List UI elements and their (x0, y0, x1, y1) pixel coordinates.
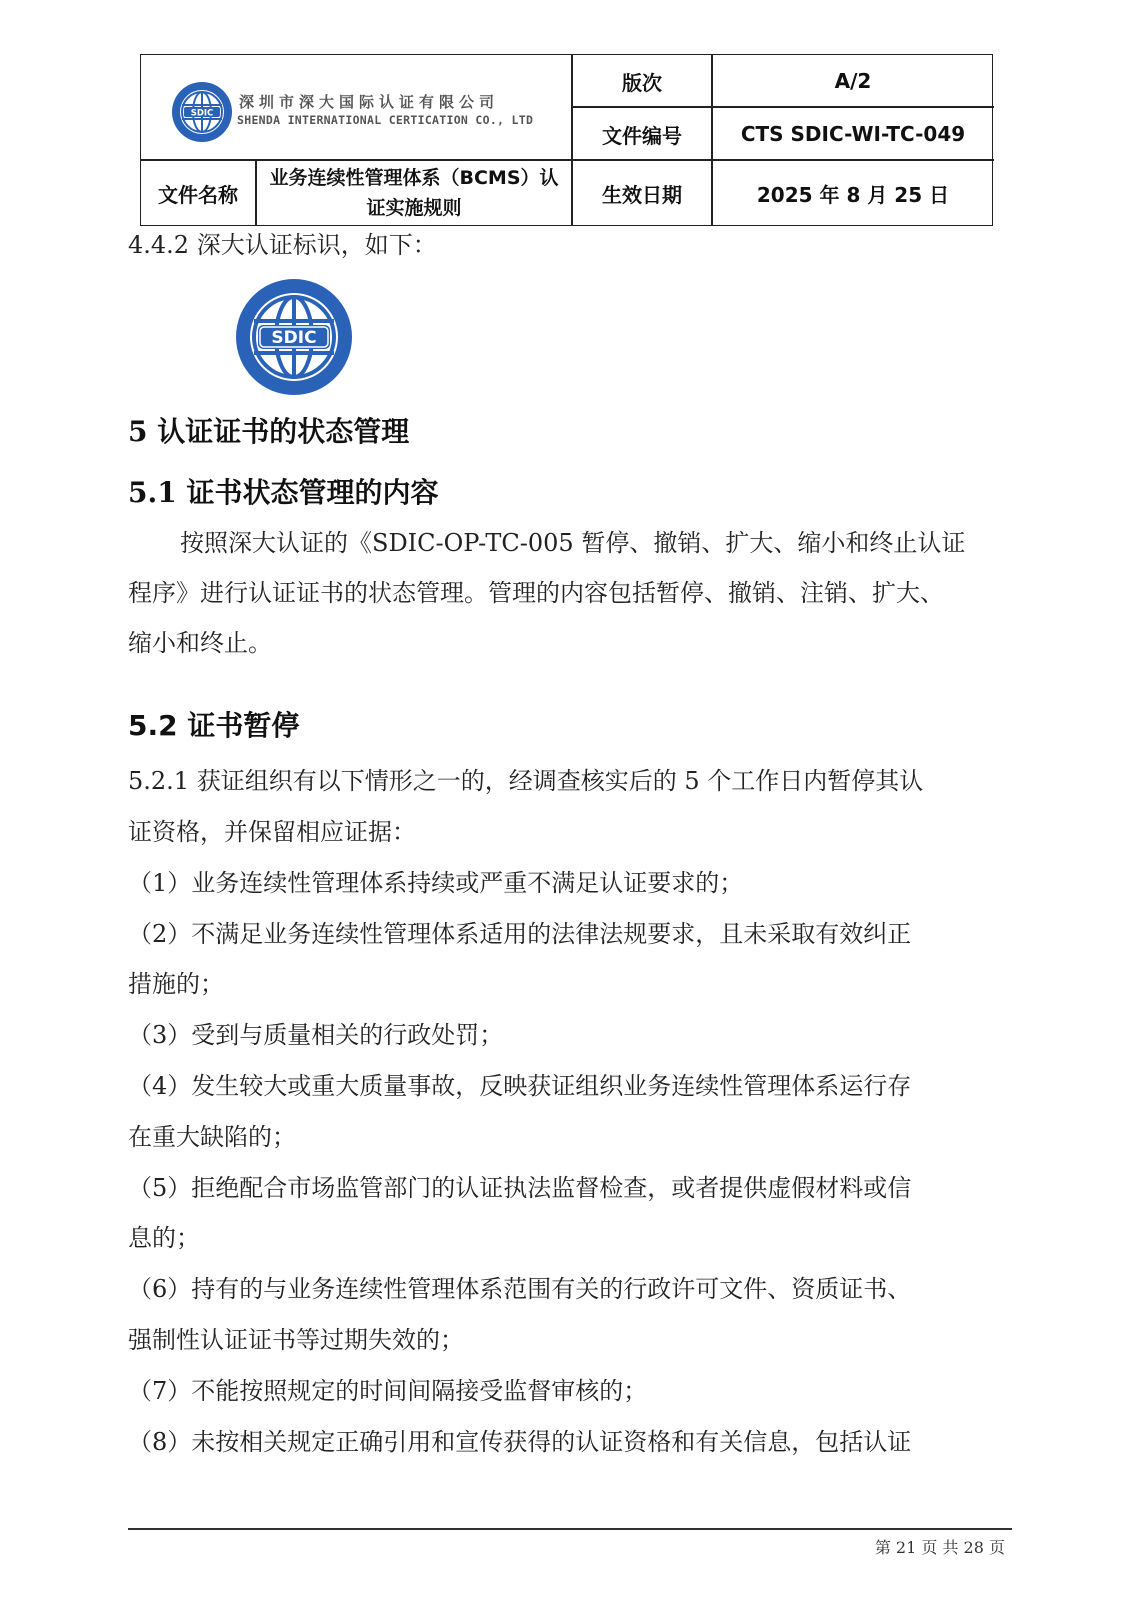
doc-name-line: 证实施规则 (366, 197, 462, 219)
doc-name-line: 业务连续性管理体系（BCMS）认 (269, 167, 559, 189)
list-item: 在重大缺陷的； (128, 1123, 296, 1151)
version-label: 版次 (622, 70, 662, 95)
svg-text:SDIC: SDIC (190, 108, 214, 119)
doc-name-value (257, 161, 571, 225)
list-item: （7）不能按照规定的时间间隔接受监督审核的； (128, 1377, 648, 1405)
list-item: 息的； (128, 1224, 200, 1252)
paragraph-line: 缩小和终止。 (128, 629, 272, 657)
doc-number-label: 文件编号 (602, 123, 682, 148)
paragraph-line: 程序》进行认证证书的状态管理。管理的内容包括暂停、撤销、注销、扩大、 (128, 579, 944, 607)
paragraph-line: 5.2.1 获证组织有以下情形之一的，经调查核实后的 5 个工作日内暂停其认 (128, 767, 924, 795)
version-value: A/2 (834, 69, 872, 93)
list-item: （1）业务连续性管理体系持续或严重不满足认证要求的； (128, 869, 744, 897)
page-number: 第 21 页 共 28 页 (874, 1538, 1005, 1557)
heading-5: 5 认证证书的状态管理 (128, 415, 410, 448)
heading-5-2: 5.2 证书暂停 (128, 709, 300, 742)
footer-rule (128, 1528, 1012, 1530)
section-4-4-2: 4.4.2 深大认证标识，如下： (128, 231, 437, 259)
company-name-en: SHENDA INTERNATIONAL CERTICATION CO., LTD (237, 113, 534, 127)
list-item: （2）不满足业务连续性管理体系适用的法律法规要求，且未采取有效纠正 (128, 920, 912, 948)
list-item: （4）发生较大或重大质量事故，反映获证组织业务连续性管理体系运行存 (128, 1072, 912, 1100)
list-item: （3）受到与质量相关的行政处罚； (128, 1021, 504, 1049)
company-name-cn: 深圳市深大国际认证有限公司 (239, 93, 500, 111)
certification-mark-icon (234, 277, 354, 397)
list-item: （6）持有的与业务连续性管理体系范围有关的行政许可文件、资质证书、 (128, 1275, 912, 1303)
list-item: （5）拒绝配合市场监管部门的认证执法监督检查，或者提供虚假材料或信 (128, 1174, 912, 1202)
doc-number-value: CTS SDIC-WI-TC-049 (740, 122, 966, 146)
paragraph-line: 按照深大认证的《SDIC-OP-TC-005 暂停、撤销、扩大、缩小和终止认证 (180, 529, 966, 557)
list-item: 强制性认证证书等过期失效的； (128, 1326, 464, 1354)
paragraph-line: 证资格，并保留相应证据： (128, 818, 416, 846)
heading-5-1: 5.1 证书状态管理的内容 (128, 476, 439, 509)
document-header-table (140, 54, 993, 226)
doc-name-label: 文件名称 (158, 182, 238, 207)
list-item: 措施的； (128, 970, 224, 998)
company-logo-icon (171, 81, 233, 143)
list-item: （8）未按相关规定正确引用和宣传获得的认证资格和有关信息，包括认证 (128, 1428, 912, 1456)
effective-date-value: 2025 年 8 月 25 日 (756, 182, 950, 207)
svg-text:SDIC: SDIC (271, 328, 317, 348)
company-logo-cell (141, 55, 583, 163)
effective-date-label: 生效日期 (602, 182, 682, 207)
